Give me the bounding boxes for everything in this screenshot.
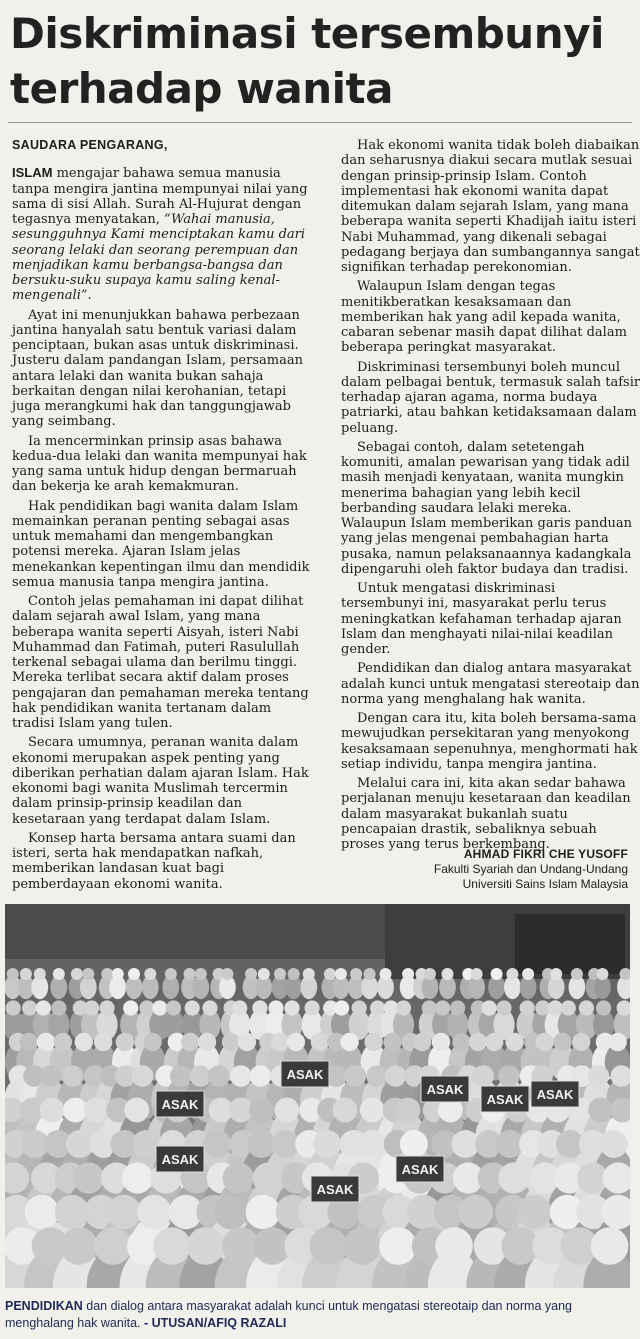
person-head — [62, 1065, 84, 1087]
person-head — [324, 968, 336, 980]
author-signature — [434, 847, 628, 892]
crowd-figures — [5, 968, 630, 1288]
person-head — [37, 1033, 55, 1051]
person-head — [143, 1033, 161, 1051]
person-head — [313, 1130, 341, 1158]
person-head — [402, 968, 414, 980]
lead-word: ISLAM — [12, 165, 53, 181]
person-head — [128, 968, 140, 980]
person-head — [364, 1033, 382, 1051]
person-head — [450, 1000, 465, 1015]
person-head — [252, 1000, 267, 1015]
headline — [10, 6, 630, 116]
person-head — [345, 1065, 367, 1087]
article-column-right — [341, 138, 640, 856]
paragraph-9: Walaupun Islam dengan tegas menitikberatkan kesaksamaan dan memberikan hak yang adil kepada wanita, cabaran sebenar masih dapat dilihat dalam beberapa peringkat masyarakat. — [341, 279, 627, 356]
person-head — [498, 1065, 520, 1087]
person-head — [396, 1000, 411, 1015]
person-head — [358, 1130, 386, 1158]
person-head — [221, 968, 233, 980]
person-head — [482, 1000, 497, 1015]
salutation: SAUDARA PENGARANG, — [12, 138, 168, 152]
header-divider — [8, 122, 632, 123]
person-head — [535, 1033, 553, 1051]
asak-sign — [531, 1081, 579, 1107]
person-head — [166, 1000, 181, 1015]
person-head — [275, 1098, 300, 1123]
person-head — [112, 968, 124, 980]
photo-caption — [5, 1298, 635, 1332]
person-head — [284, 1000, 299, 1015]
person-head — [170, 1065, 192, 1087]
paragraph-13: Pendidikan dan dialog antara masyarakat adalah kunci untuk mengatasi stereotaip dan norma yang menghalang hak wanita. — [341, 661, 640, 707]
person-head — [137, 1195, 171, 1229]
person-head — [22, 1000, 37, 1015]
person-head — [107, 1195, 141, 1229]
person-head — [82, 968, 94, 980]
person-head — [591, 1227, 629, 1265]
person-head — [122, 1162, 153, 1193]
person-head — [385, 1065, 407, 1087]
paragraph-7: Konsep harta bersama antara suami dan isteri, serta hak mendapatkan nafkah, memberikan landasan kuat bagi pemberdayaan ekonomi wanita. — [12, 830, 296, 892]
paragraph-1 — [12, 165, 312, 303]
person-head — [20, 1033, 38, 1051]
person-head — [185, 1000, 200, 1015]
person-head — [190, 1065, 212, 1087]
paragraph-15: Melalui cara ini, kita akan sedar bahawa perjalanan menuju kesetaraan dan keadilan dalam masyarakat bukanlah suatu pencapaian drastik, sebaliknya sebuah proses yang terus berkembang. — [341, 776, 631, 852]
person-head — [422, 1000, 437, 1015]
person-head — [596, 1000, 611, 1015]
paragraph-6: Secara umumnya, peranan wanita dalam ekonomi merupakan aspek penting yang diberikan perhatian dalam ajaran Islam. Hak ekonomi bagi wanita Muslimah tercermin dalam prinsip-prinsip keadilan dan kesetaraan yang terdapat dalam Islam. — [12, 735, 309, 827]
person-head — [223, 1162, 254, 1193]
person-head — [20, 968, 32, 980]
person-head — [472, 1065, 494, 1087]
person-head — [124, 1098, 149, 1123]
person-head — [506, 968, 518, 980]
person-head — [202, 1000, 217, 1015]
paragraph-14: Dengan cara itu, kita boleh bersama-sama mewujudkan persekitaran yang menyokong kesaksamaan sepenuhnya, menghormati hak setiap individu, tanpa mengira jantina. — [341, 711, 638, 772]
person-head — [152, 1000, 167, 1015]
person-head — [232, 1000, 247, 1015]
person-head — [258, 968, 270, 980]
person-head — [471, 968, 483, 980]
person-head — [94, 1033, 112, 1051]
person-head — [496, 1000, 511, 1015]
person-head — [413, 1033, 431, 1051]
paragraph-2: Ayat ini menunjukkan bahawa perbezaan jantina hanyalah satu bentuk variasi dalam penciptaan, bukan asas untuk diskriminasi. Justeru dalam pandangan Islam, persamaan antara lelaki dan wanita bukan sahaja berkaitan dengan nilai kerohanian, tetapi juga merangkumi hak dan tanggungjawab yang seimbang. — [12, 307, 303, 430]
asak-sign — [311, 1176, 359, 1202]
person-head — [245, 968, 257, 980]
person-head — [571, 968, 583, 980]
person-head — [6, 1000, 21, 1015]
person-head — [311, 1033, 329, 1051]
paragraph-8: Hak ekonomi wanita tidak boleh diabaikan dan seharusnya diakui secara mutlak sesuai dengan prinsip-prinsip Islam. Contoh implementasi hak ekonomi wanita dapat ditemukan dalam sejarah Islam, yang mana beberapa wanita seperti Khadijah iaitu isteri Nabi Muhammad, yang dikenali sebagai pedagang berjaya dan sumbangannya sangat signifikan terhadap perekonomian. — [341, 138, 640, 275]
person-head — [208, 1065, 230, 1087]
person-head — [588, 1065, 610, 1087]
person-head — [268, 1000, 283, 1015]
paragraph-12: Untuk mengatasi diskriminasi tersembunyi ini, masyarakat perlu terus meningkatkan kefahaman terhadap ajaran Islam dan menghayati nilai-nilai keadilan gender. — [341, 581, 622, 657]
person-head — [253, 1162, 284, 1193]
person-head — [73, 1162, 104, 1193]
person-head — [40, 1065, 62, 1087]
person-head — [222, 1033, 240, 1051]
paragraph-11: Sebagai contoh, dalam setetengah komuniti, amalan pewarisan yang tidak adil masih menjadi kenyataan, wanita mungkin menerima bahagian yang lebih kecil berbanding saudara lelaki mereka. Walaupun Islam memberikan garis panduan yang jelas mengenai pembahagian harta pusaka, namun pelaksanaannya kadangkala dipengaruhi oleh faktor budaya dan tradisi. — [341, 439, 633, 577]
person-head — [469, 1033, 487, 1051]
person-head — [34, 968, 46, 980]
person-head — [600, 1130, 628, 1158]
asak-sign — [281, 1061, 329, 1087]
person-head — [517, 1195, 551, 1229]
person-head — [364, 968, 376, 980]
person-head — [99, 1000, 114, 1015]
person-head — [250, 1065, 272, 1087]
person-head — [249, 1098, 274, 1123]
person-head — [334, 1000, 349, 1015]
person-head — [60, 1227, 98, 1265]
person-head — [505, 1033, 523, 1051]
group-photo — [5, 904, 630, 1288]
person-head — [51, 1000, 66, 1015]
person-head — [379, 1227, 417, 1265]
group-photo-illustration — [5, 904, 630, 1288]
headline-line-1: Diskriminasi tersembunyi — [10, 9, 604, 58]
asak-sign-label: ASAK — [161, 1097, 199, 1112]
person-head — [366, 1065, 388, 1087]
person-head — [432, 1033, 450, 1051]
person-head — [7, 968, 19, 980]
person-head — [352, 1000, 367, 1015]
person-head — [246, 1195, 280, 1229]
person-head — [579, 1000, 594, 1015]
person-head — [520, 1000, 535, 1015]
person-head — [75, 1033, 93, 1051]
person-head — [491, 968, 503, 980]
person-head — [184, 968, 196, 980]
person-head — [66, 1130, 94, 1158]
quran-quote: “Wahai manusia, sesungguhnya Kami menciptakan kamu dari seorang lelaki dan seorang perempuan dan menjadikan kamu berbangsa-bangsa dan bersuku-suku supaya kamu saling kenal-mengenali”. — [12, 212, 306, 304]
asak-sign — [156, 1091, 204, 1117]
person-head — [84, 1000, 99, 1015]
author-affiliation-2: Universiti Sains Islam Malaysia — [462, 877, 628, 891]
person-head — [435, 1000, 450, 1015]
person-head — [485, 1033, 503, 1051]
person-head — [305, 1000, 320, 1015]
person-head — [333, 1098, 358, 1123]
asak-sign — [156, 1146, 204, 1172]
person-head — [53, 968, 65, 980]
person-head — [271, 1033, 289, 1051]
person-head — [400, 1130, 428, 1158]
asak-sign — [421, 1076, 469, 1102]
paragraph-3: Ia mencerminkan prinsip asas bahawa kedua-dua lelaki dan wanita mempunyai hak yang sama untuk hidup dengan bermaruah dan bekerja ke arah kemakmuran. — [12, 433, 307, 495]
person-head — [271, 1130, 299, 1158]
author-affiliation-1: Fakulti Syariah dan Undang-Undang — [433, 862, 628, 876]
person-head — [203, 1130, 231, 1158]
person-head — [596, 968, 608, 980]
caption-lead: PENDIDIKAN — [5, 1299, 83, 1313]
person-head — [442, 968, 454, 980]
caption-body: dan dialog antara masyarakat adalah kunci untuk mengatasi stereotaip dan norma yang menghalang hak wanita. — [5, 1299, 572, 1330]
person-head — [181, 1033, 199, 1051]
person-head — [274, 968, 286, 980]
headline-line-2: terhadap wanita — [10, 64, 393, 113]
person-head — [383, 1033, 401, 1051]
person-head — [55, 1195, 89, 1229]
person-head — [84, 1098, 109, 1123]
person-head — [101, 968, 113, 980]
person-head — [214, 1195, 248, 1229]
person-head — [248, 1130, 276, 1158]
asak-sign — [481, 1086, 529, 1112]
asak-sign-label: ASAK — [161, 1152, 199, 1167]
person-head — [553, 1033, 571, 1051]
asak-sign-label: ASAK — [536, 1087, 574, 1102]
person-head — [335, 968, 347, 980]
article-column-left — [12, 138, 312, 896]
person-head — [452, 1033, 470, 1051]
person-head — [360, 1098, 385, 1123]
person-head — [287, 1033, 305, 1051]
asak-sign-label: ASAK — [316, 1182, 354, 1197]
person-head — [550, 968, 562, 980]
asak-sign-label: ASAK — [286, 1067, 324, 1082]
person-head — [116, 1033, 134, 1051]
person-head — [370, 1000, 385, 1015]
person-head — [303, 968, 315, 980]
person-head — [310, 1227, 348, 1265]
asak-sign-label: ASAK — [401, 1162, 439, 1177]
person-head — [230, 1065, 252, 1087]
person-head — [350, 968, 362, 980]
person-head — [71, 968, 83, 980]
person-head — [572, 1033, 590, 1051]
person-head — [153, 1227, 191, 1265]
asak-sign — [396, 1156, 444, 1182]
person-head — [424, 968, 436, 980]
person-head — [187, 1227, 225, 1265]
person-head — [165, 968, 177, 980]
photo-credit: - UTUSAN/AFIQ RAZALI — [143, 1316, 287, 1330]
person-head — [561, 1000, 576, 1015]
person-head — [40, 1098, 65, 1123]
person-head — [340, 1033, 358, 1051]
paragraph-4: Hak pendidikan bagi wanita dalam Islam memainkan peranan penting sebagai asas untuk memahami dan mengembangkan potensi mereka. Ajaran Islam jelas menekankan kepentingan ilmu dan mendidik semua manusia tanpa mengira jantina. — [12, 498, 310, 590]
person-head — [498, 1162, 529, 1193]
person-head — [25, 1195, 59, 1229]
person-head — [522, 968, 534, 980]
person-head — [36, 1000, 51, 1015]
asak-sign-label: ASAK — [486, 1092, 524, 1107]
paragraph-5: Contoh jelas pemahaman ini dapat dilihat dalam sejarah awal Islam, yang mana beberapa wanita seperti Aisyah, isteri Nabi Muhammad dan Fatimah, puteri Rasulullah terkenal sebagai ulama dan berilmu tinggi. Mereka terlibat secara aktif dalam proses pengajaran dan pemahaman mereka tentang hak pendidikan wanita tertanam dalam tradisi Islam yang tulen. — [12, 594, 309, 731]
person-head — [54, 1033, 72, 1051]
person-head — [343, 1227, 381, 1265]
person-head — [609, 1033, 627, 1051]
person-head — [288, 968, 300, 980]
author-name: AHMAD FIKRI CHE YUSOFF — [463, 847, 628, 861]
person-head — [94, 1227, 132, 1265]
person-head — [123, 1000, 138, 1015]
person-head — [195, 968, 207, 980]
person-head — [238, 1033, 256, 1051]
paragraph-1-text: mengajar bahawa semua manusia tanpa mengira jantina mempunyai nilai yang sama di sisi Allah. Surah Al-Hujurat dengan tegasnya menyatakan, — [12, 166, 308, 227]
person-head — [435, 1227, 473, 1265]
person-head — [588, 1098, 613, 1123]
person-head — [144, 968, 156, 980]
person-head — [396, 1098, 421, 1123]
asak-sign-label: ASAK — [426, 1082, 464, 1097]
person-head — [548, 1000, 563, 1015]
person-head — [459, 1195, 493, 1229]
person-head — [198, 1033, 216, 1051]
person-head — [132, 1065, 154, 1087]
paragraph-10: Diskriminasi tersembunyi boleh muncul dalam pelbagai bentuk, termasuk salah tafsir terhadap ajaran agama, norma budaya patriarki, atau bahkan ketidaksamaan dalam peluang. — [341, 359, 640, 436]
person-head — [380, 968, 392, 980]
